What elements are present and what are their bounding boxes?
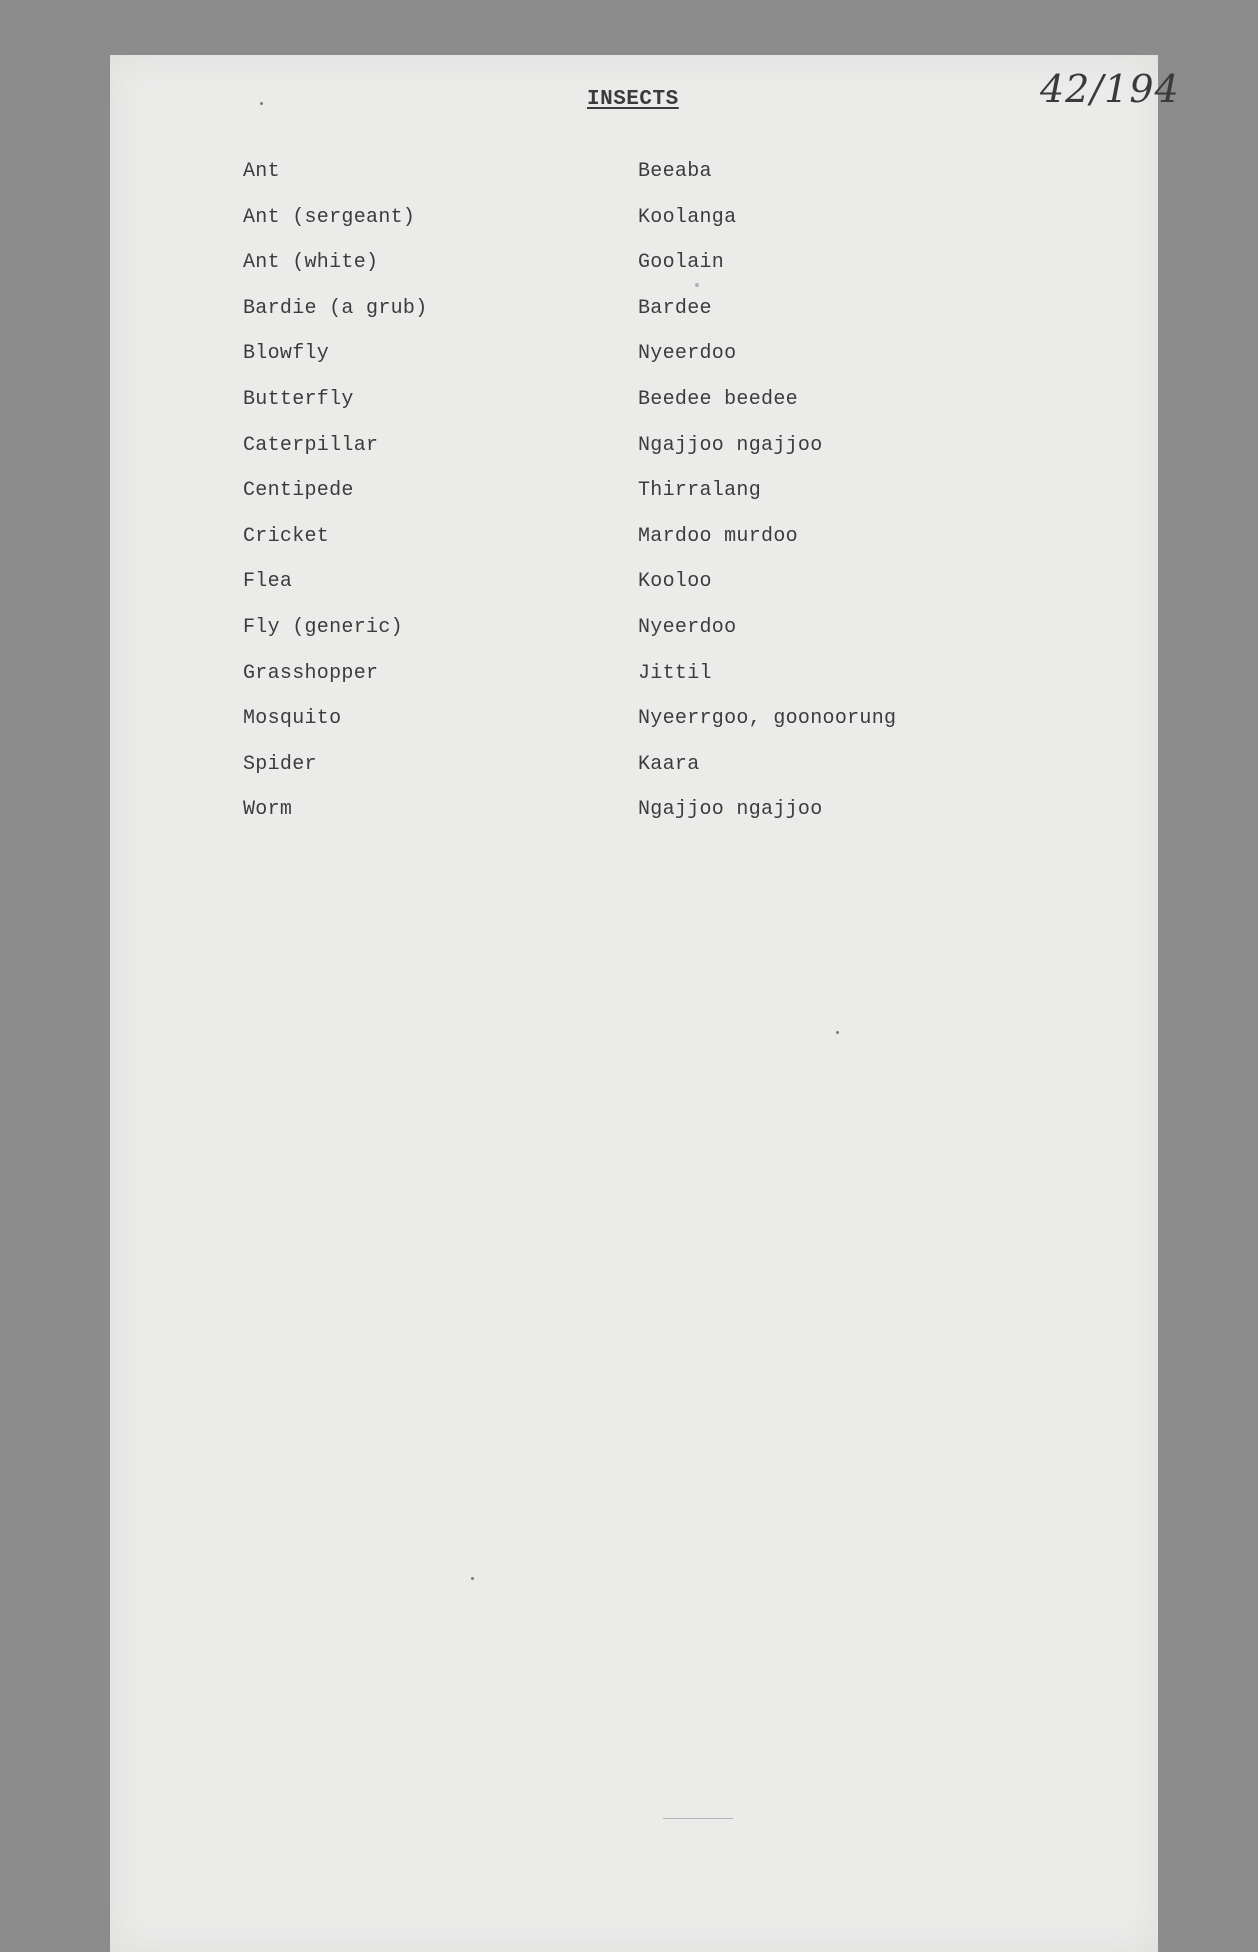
native-term: Bardee	[638, 296, 712, 320]
paper-speck	[471, 1577, 474, 1580]
native-term: Koolanga	[638, 205, 737, 229]
list-item	[243, 160, 1043, 206]
native-term: Kaara	[638, 752, 700, 776]
native-term: Ngajjoo ngajjoo	[638, 798, 823, 822]
list-item	[243, 616, 1043, 662]
list-item	[243, 206, 1043, 252]
paper-speck	[260, 102, 263, 105]
vocabulary-list	[243, 160, 1043, 844]
english-term: Fly (generic)	[243, 615, 403, 639]
list-item	[243, 525, 1043, 571]
english-term: Mosquito	[243, 707, 342, 731]
native-term: Kooloo	[638, 570, 712, 594]
list-item	[243, 707, 1043, 753]
english-term: Spider	[243, 752, 317, 776]
list-item	[243, 570, 1043, 616]
paper-speck	[695, 283, 699, 287]
english-term: Ant	[243, 160, 280, 183]
english-term: Grasshopper	[243, 661, 379, 685]
list-item	[243, 753, 1043, 799]
native-term: Jittil	[638, 661, 712, 685]
paper-smudge	[663, 1818, 733, 1819]
english-term: Centipede	[243, 479, 354, 503]
native-term: Goolain	[638, 251, 725, 275]
native-term: Nyeerdoo	[638, 342, 737, 366]
native-term: Beeaba	[638, 160, 712, 183]
page-title: INSECTS	[587, 88, 679, 111]
native-term: Beedee beedee	[638, 387, 798, 411]
page-number: 42/194	[1040, 67, 1180, 111]
english-term: Butterfly	[243, 387, 354, 411]
list-item	[243, 297, 1043, 343]
native-term: Ngajjoo ngajjoo	[638, 433, 823, 457]
list-item	[243, 479, 1043, 525]
native-term: Nyeerrgoo, goonoorung	[638, 707, 897, 731]
document-page	[110, 55, 1180, 1952]
list-item	[243, 798, 1043, 844]
list-item	[243, 434, 1043, 480]
english-term: Ant (white)	[243, 251, 379, 275]
native-term: Nyeerdoo	[638, 615, 737, 639]
english-term: Flea	[243, 570, 293, 594]
list-item	[243, 388, 1043, 434]
english-term: Ant (sergeant)	[243, 205, 416, 229]
list-item	[243, 251, 1043, 297]
list-item	[243, 342, 1043, 388]
english-term: Cricket	[243, 524, 330, 548]
english-term: Bardie (a grub)	[243, 296, 428, 320]
paper-speck	[836, 1031, 839, 1034]
native-term: Mardoo murdoo	[638, 524, 798, 548]
english-term: Caterpillar	[243, 433, 379, 457]
english-term: Worm	[243, 798, 293, 822]
native-term: Thirralang	[638, 479, 762, 503]
english-term: Blowfly	[243, 342, 330, 366]
list-item	[243, 662, 1043, 708]
